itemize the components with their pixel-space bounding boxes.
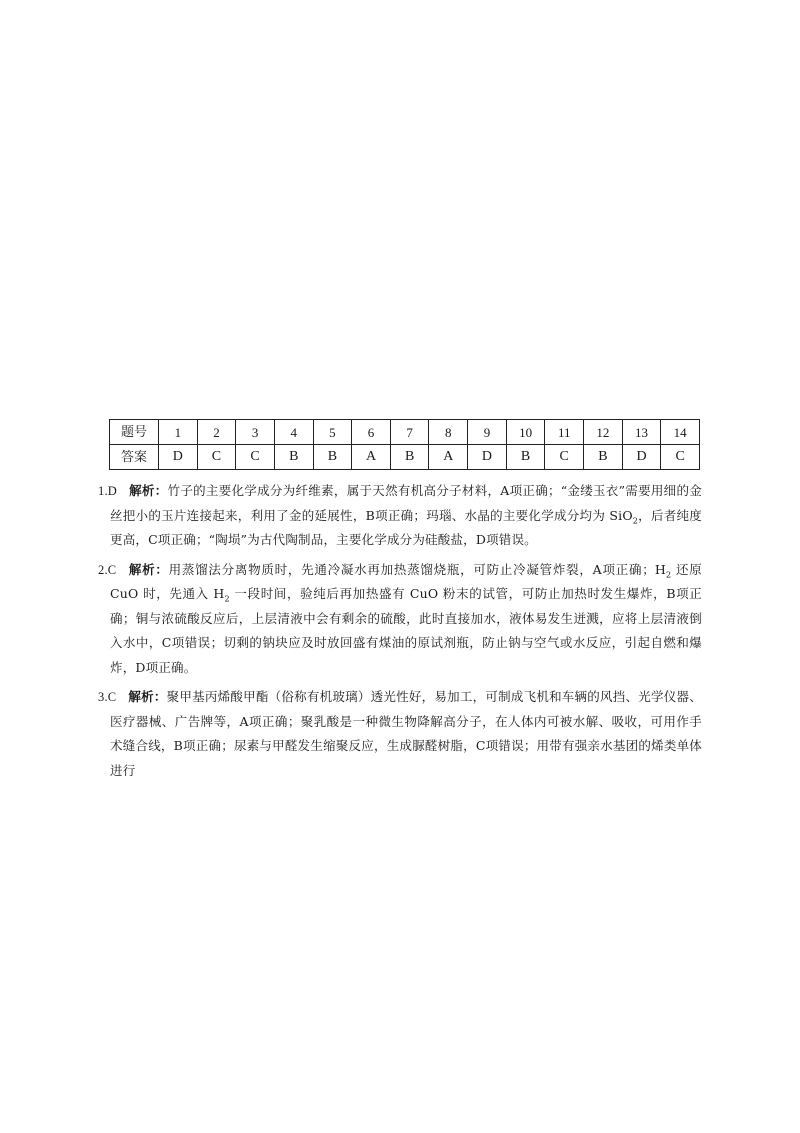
answer-cell: D <box>159 445 198 470</box>
analysis-label: 解析： <box>128 561 169 577</box>
answer-header: 答案 <box>110 445 159 470</box>
question-number: 9 <box>468 420 507 445</box>
answer-cell: B <box>313 445 352 470</box>
question-answer: C <box>107 562 117 577</box>
explanation-item-1 <box>98 479 702 553</box>
answer-cell: C <box>197 445 236 470</box>
answer-cell: A <box>429 445 468 470</box>
question-number: 2 <box>197 420 236 445</box>
answer-cell: D <box>468 445 507 470</box>
question-number: 3. <box>98 690 108 704</box>
answer-row <box>110 445 700 470</box>
question-label <box>98 484 117 498</box>
explanation-text: 一段时间，验纯后再加热盛有 CuO 粉末的试管，可防止加热时发生爆炸，B项正确；铜与浓硫酸反应后，上层清液中会有剩余的硫酸，此时直接加水，液体易发生迸溅，应将上层清液倒入水中，C项错误；切剩的钠块应及时放回盛有煤油的原试剂瓶，防止钠与空气或水反应，引起自燃和爆炸，D项正确。 <box>110 586 702 675</box>
explanation-text: 竹子的主要化学成分为纤维素，属于天然有机高分子材料，A项正确；“金缕玉衣”需要用细的金丝把小的玉片连接起来，利用了金的延展性，B项正确；玛瑙、水晶的主要化学成分均为 SiO <box>110 483 702 523</box>
answer-cell: D <box>622 445 661 470</box>
question-number: 4 <box>274 420 313 445</box>
question-answer: D <box>107 484 118 498</box>
subscript: 2 <box>632 516 639 525</box>
question-number: 1 <box>159 420 198 445</box>
question-number-header: 题号 <box>110 420 159 445</box>
explanation-item-3 <box>98 685 702 783</box>
analysis-label: 解析： <box>128 689 167 704</box>
question-answer: C <box>107 690 117 704</box>
question-number-row <box>110 420 700 445</box>
subscript: 2 <box>666 570 672 579</box>
question-number: 11 <box>545 420 584 445</box>
subscript: 2 <box>224 594 230 604</box>
explanation-item-2 <box>98 558 703 681</box>
question-label <box>98 563 116 577</box>
answer-cell: A <box>352 445 391 470</box>
answer-cell: C <box>661 445 700 470</box>
question-number: 2. <box>98 562 108 577</box>
question-number: 12 <box>584 420 623 445</box>
question-number: 7 <box>390 420 429 445</box>
answer-cell: B <box>506 445 545 470</box>
explanation-text: 聚甲基丙烯酸甲酯（俗称有机玻璃）透光性好，易加工，可制成飞机和车辆的风挡、光学仪器、医疗器械、广告牌等，A项正确；聚乳酸是一种微生物降解高分子，在人体内可被水解、吸收，可用作手术缝合线，B项正确；尿素与甲醛发生缩聚反应，生成脲醛树脂，C项错误；用带有强亲水基团的烯类单体进行 <box>110 689 702 778</box>
answer-table <box>109 419 700 470</box>
explanation-text: 还原 CuO 时，先通入 H <box>110 561 703 601</box>
explanation-text: ，后者纯度更高，C项正确；“陶埙”为古代陶制品，主要化学成分为硅酸盐，D项错误。 <box>110 507 702 547</box>
explanation-list <box>98 479 703 788</box>
answer-cell: B <box>274 445 313 470</box>
question-number: 3 <box>236 420 275 445</box>
answer-cell: B <box>390 445 429 470</box>
answer-cell: C <box>236 445 275 470</box>
question-label <box>98 690 116 704</box>
answer-cell: C <box>545 445 584 470</box>
question-number: 6 <box>352 420 391 445</box>
question-number: 10 <box>506 420 545 445</box>
question-number: 5 <box>313 420 352 445</box>
answer-cell: B <box>584 445 623 470</box>
question-number: 14 <box>661 420 700 445</box>
explanation-text: 用蒸馏法分离物质时，先通冷凝水再加热蒸馏烧瓶，可防止冷凝管炸裂，A项正确；H <box>168 561 667 577</box>
question-number: 1. <box>98 484 108 498</box>
analysis-label: 解析： <box>129 483 168 498</box>
question-number: 8 <box>429 420 468 445</box>
question-number: 13 <box>622 420 661 445</box>
